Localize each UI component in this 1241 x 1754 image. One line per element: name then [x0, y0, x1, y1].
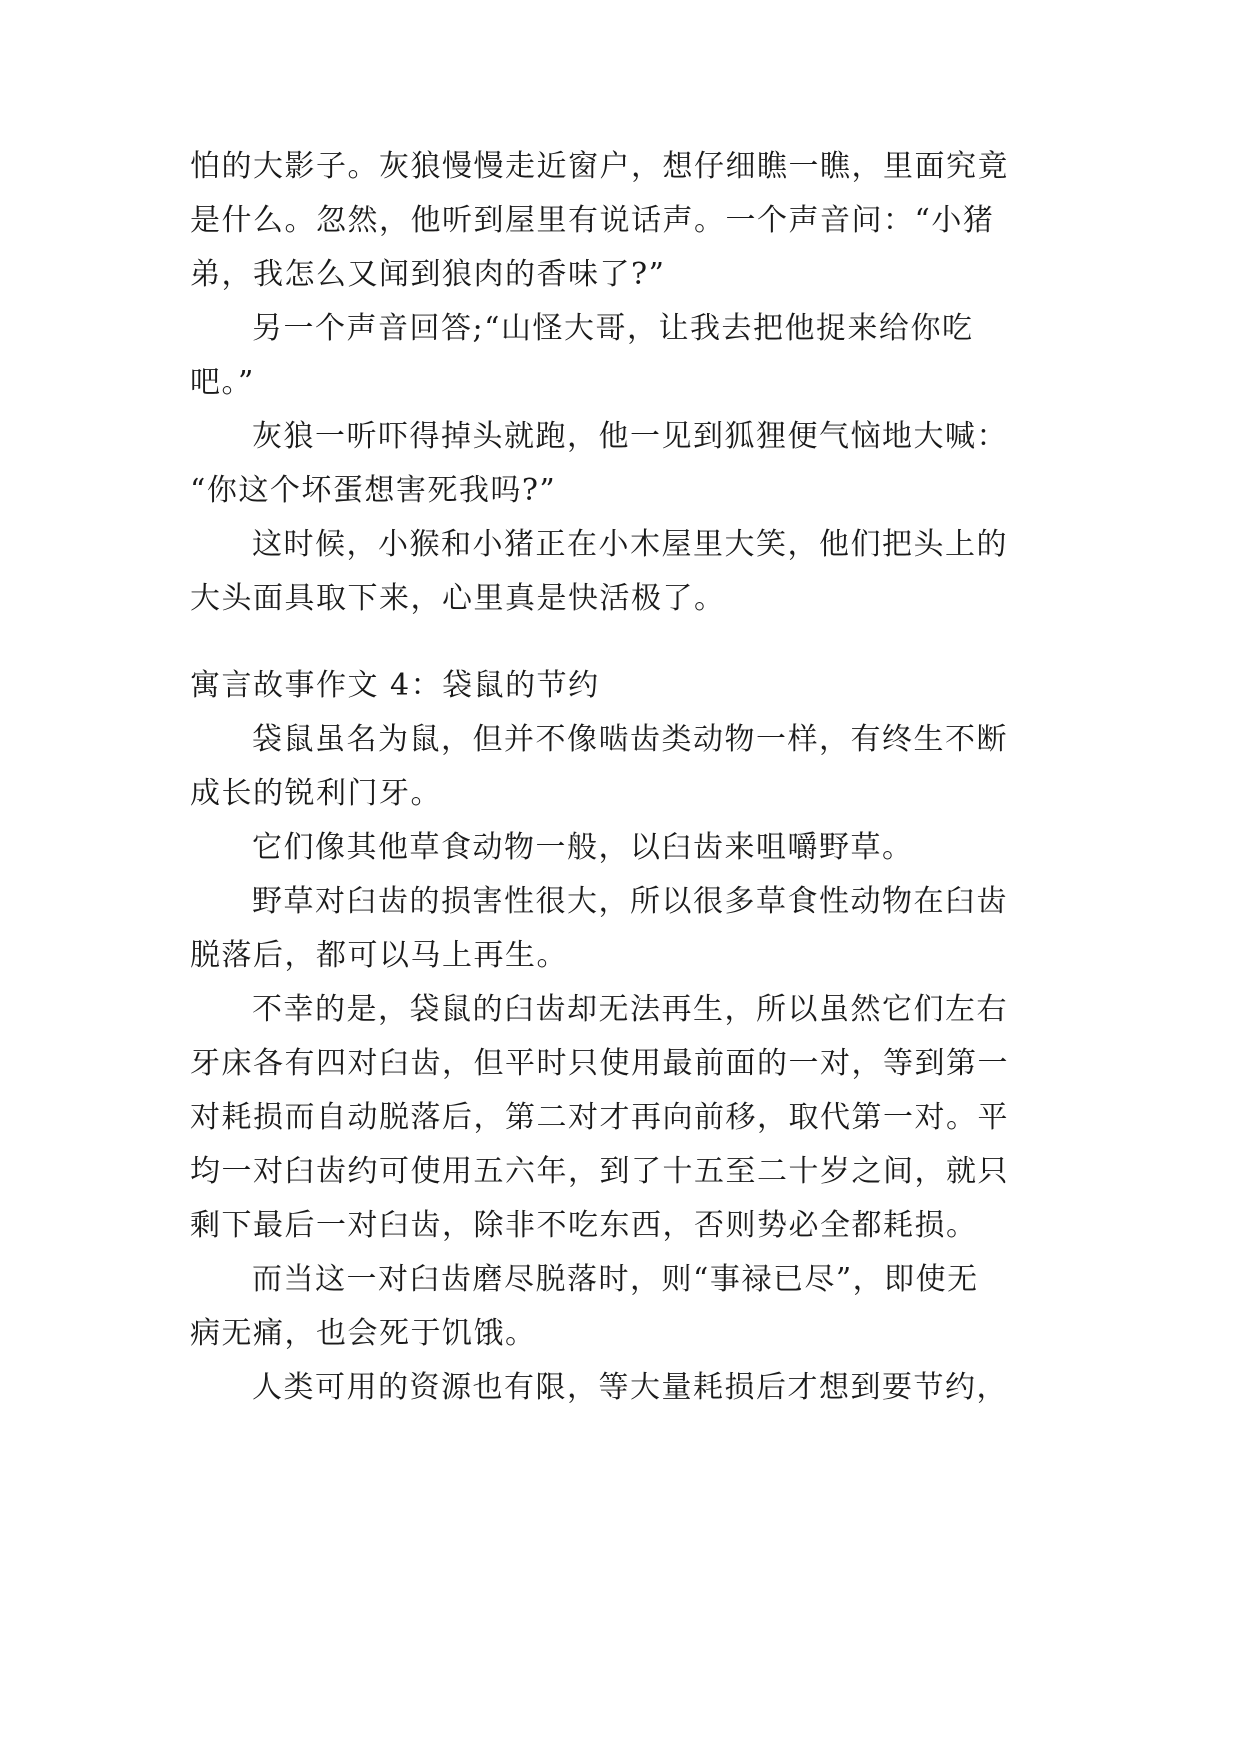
paragraph-start: 野草对臼齿的损害性很大，所以很多草食性动物在臼齿 — [252, 884, 1008, 919]
text-line: 怕的大影子。灰狼慢慢走近窗户，想仔细瞧一瞧，里面究竟 — [190, 149, 1009, 184]
text-line: 均一对臼齿约可使用五六年，到了十五至二十岁之间，就只 — [190, 1154, 1009, 1189]
paragraph-start: 它们像其他草食动物一般，以臼齿来咀嚼野草。 — [252, 830, 914, 865]
text-line: 吧。” — [190, 365, 255, 400]
paragraph-start: 不幸的是，袋鼠的臼齿却无法再生，所以虽然它们左右 — [252, 992, 1008, 1027]
text-line: “你这个坏蛋想害死我吗?” — [190, 473, 557, 508]
text-line: 脱落后，都可以马上再生。 — [190, 938, 568, 973]
text-line: 病无痛，也会死于饥饿。 — [190, 1316, 537, 1351]
paragraph-start: 另一个声音回答;“山怪大哥，让我去把他捉来给你吃 — [252, 311, 974, 346]
paragraph-start: 灰狼一听吓得掉头就跑，他一见到狐狸便气恼地大喊： — [252, 419, 1008, 454]
text-line: 剩下最后一对臼齿，除非不吃东西，否则势必全都耗损。 — [190, 1208, 978, 1243]
paragraph-start: 人类可用的资源也有限，等大量耗损后才想到要节约， — [252, 1370, 1008, 1405]
paragraph-start: 而当这一对臼齿磨尽脱落时，则“事禄已尽”，即使无 — [252, 1262, 979, 1297]
text-line: 成长的锐利门牙。 — [190, 776, 442, 811]
text-line: 牙床各有四对臼齿，但平时只使用最前面的一对，等到第一 — [190, 1046, 1009, 1081]
text-line: 弟，我怎么又闻到狼肉的香味了?” — [190, 257, 666, 292]
text-line: 对耗损而自动脱落后，第二对才再向前移，取代第一对。平 — [190, 1100, 1009, 1135]
paragraph-start: 这时候，小猴和小猪正在小木屋里大笑，他们把头上的 — [252, 527, 1008, 562]
section-heading: 寓言故事作文 4：袋鼠的节约 — [190, 668, 600, 703]
text-line: 是什么。忽然，他听到屋里有说话声。一个声音问：“小猪 — [190, 203, 995, 238]
paragraph-start: 袋鼠虽名为鼠，但并不像啮齿类动物一样，有终生不断 — [252, 722, 1008, 757]
text-line: 大头面具取下来，心里真是快活极了。 — [190, 581, 726, 616]
